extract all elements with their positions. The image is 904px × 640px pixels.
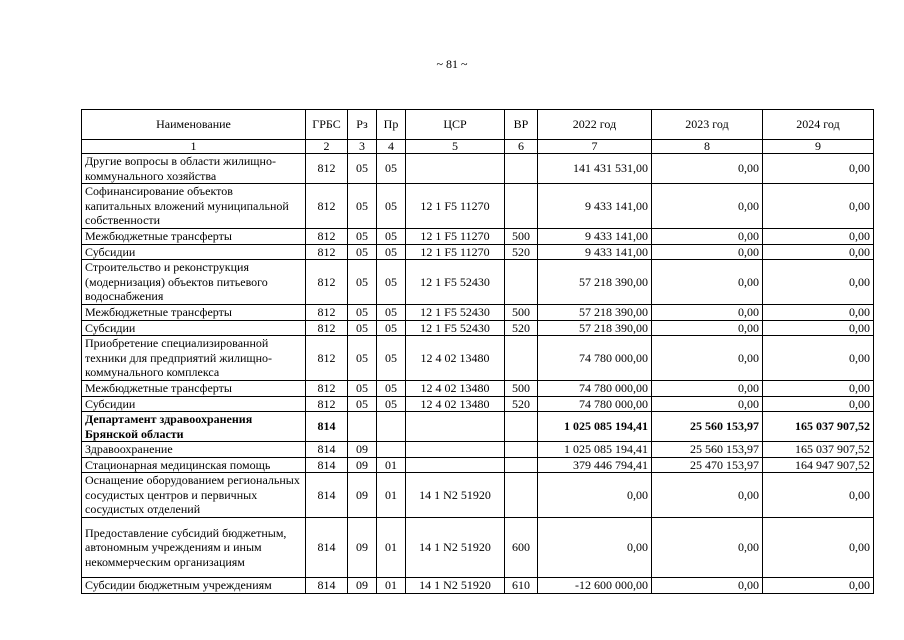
cell-2022: 9 433 141,00 <box>538 184 652 229</box>
cell-pr: 05 <box>377 154 406 184</box>
column-number: 2 <box>306 140 348 154</box>
cell-rz: 05 <box>348 260 377 305</box>
cell-csr: 12 1 F5 52430 <box>406 260 505 305</box>
column-number: 1 <box>82 140 306 154</box>
cell-2022: 9 433 141,00 <box>538 229 652 245</box>
cell-name: Субсидии <box>82 244 306 260</box>
cell-pr: 05 <box>377 336 406 381</box>
cell-csr: 12 1 F5 11270 <box>406 184 505 229</box>
cell-2024: 165 037 907,52 <box>763 412 874 442</box>
cell-2023: 25 560 153,97 <box>652 442 763 458</box>
cell-rz: 05 <box>348 396 377 412</box>
cell-2023: 0,00 <box>652 305 763 321</box>
cell-csr: 14 1 N2 51920 <box>406 578 505 594</box>
cell-vr: 520 <box>505 244 538 260</box>
cell-pr: 01 <box>377 518 406 578</box>
cell-2023: 25 470 153,97 <box>652 457 763 473</box>
cell-vr: 520 <box>505 320 538 336</box>
cell-2024: 0,00 <box>763 396 874 412</box>
column-number: 5 <box>406 140 505 154</box>
cell-vr <box>505 260 538 305</box>
cell-2023: 0,00 <box>652 229 763 245</box>
header-rz: Рз <box>348 110 377 140</box>
cell-2022: 1 025 085 194,41 <box>538 442 652 458</box>
cell-pr <box>377 412 406 442</box>
cell-csr: 12 4 02 13480 <box>406 336 505 381</box>
cell-pr <box>377 442 406 458</box>
table-row-department <box>82 412 874 442</box>
cell-csr: 12 4 02 13480 <box>406 396 505 412</box>
cell-grbs: 814 <box>306 473 348 518</box>
cell-2022: 379 446 794,41 <box>538 457 652 473</box>
cell-name: Предоставление субсидий бюджетным, автономным учреждениям и иным некоммерческим организациям <box>82 518 306 578</box>
cell-pr: 01 <box>377 578 406 594</box>
table-row <box>82 396 874 412</box>
cell-grbs: 812 <box>306 154 348 184</box>
header-csr: ЦСР <box>406 110 505 140</box>
cell-name: Здравоохранение <box>82 442 306 458</box>
cell-vr <box>505 457 538 473</box>
cell-pr: 05 <box>377 229 406 245</box>
table-row <box>82 457 874 473</box>
cell-vr <box>505 442 538 458</box>
cell-rz: 05 <box>348 305 377 321</box>
cell-2024: 0,00 <box>763 260 874 305</box>
header-vr: ВР <box>505 110 538 140</box>
cell-csr: 12 4 02 13480 <box>406 381 505 397</box>
cell-rz: 09 <box>348 442 377 458</box>
cell-rz: 09 <box>348 518 377 578</box>
cell-rz: 05 <box>348 381 377 397</box>
cell-2024: 0,00 <box>763 229 874 245</box>
cell-pr: 05 <box>377 244 406 260</box>
cell-name: Оснащение оборудованием региональных сосудистых центров и первичных сосудистых отделений <box>82 473 306 518</box>
cell-grbs: 812 <box>306 244 348 260</box>
cell-pr: 05 <box>377 260 406 305</box>
cell-name: Другие вопросы в области жилищно-коммунального хозяйства <box>82 154 306 184</box>
cell-csr: 14 1 N2 51920 <box>406 473 505 518</box>
cell-vr <box>505 154 538 184</box>
cell-pr: 05 <box>377 184 406 229</box>
cell-2024: 164 947 907,52 <box>763 457 874 473</box>
cell-2022: 74 780 000,00 <box>538 396 652 412</box>
table-header-row <box>82 110 874 140</box>
cell-2024: 0,00 <box>763 305 874 321</box>
budget-table <box>81 109 874 594</box>
cell-2023: 0,00 <box>652 184 763 229</box>
table-row <box>82 305 874 321</box>
cell-2024: 0,00 <box>763 244 874 260</box>
cell-rz: 05 <box>348 336 377 381</box>
table-row <box>82 154 874 184</box>
cell-name: Межбюджетные трансферты <box>82 305 306 321</box>
header-2023: 2023 год <box>652 110 763 140</box>
cell-2022: 0,00 <box>538 473 652 518</box>
cell-name: Стационарная медицинская помощь <box>82 457 306 473</box>
cell-grbs: 812 <box>306 336 348 381</box>
column-number: 4 <box>377 140 406 154</box>
header-pr: Пр <box>377 110 406 140</box>
cell-2022: 9 433 141,00 <box>538 244 652 260</box>
cell-2024: 0,00 <box>763 381 874 397</box>
cell-name: Межбюджетные трансферты <box>82 229 306 245</box>
cell-grbs: 812 <box>306 381 348 397</box>
cell-2023: 0,00 <box>652 396 763 412</box>
cell-rz: 09 <box>348 457 377 473</box>
header-grbs: ГРБС <box>306 110 348 140</box>
cell-csr <box>406 154 505 184</box>
cell-vr <box>505 336 538 381</box>
cell-name: Департамент здравоохранения Брянской области <box>82 412 306 442</box>
cell-vr <box>505 473 538 518</box>
cell-rz: 05 <box>348 320 377 336</box>
cell-2022: 0,00 <box>538 518 652 578</box>
table-row <box>82 381 874 397</box>
cell-2023: 25 560 153,97 <box>652 412 763 442</box>
page-number: ~ 81 ~ <box>436 57 468 71</box>
table-row <box>82 336 874 381</box>
cell-2024: 0,00 <box>763 336 874 381</box>
cell-2023: 0,00 <box>652 320 763 336</box>
cell-2022: 1 025 085 194,41 <box>538 412 652 442</box>
cell-pr: 05 <box>377 305 406 321</box>
cell-name: Софинансирование объектов капитальных вложений муниципальной собственности <box>82 184 306 229</box>
table-row <box>82 320 874 336</box>
cell-vr: 600 <box>505 518 538 578</box>
cell-2022: -12 600 000,00 <box>538 578 652 594</box>
cell-name: Межбюджетные трансферты <box>82 381 306 397</box>
cell-2024: 0,00 <box>763 154 874 184</box>
cell-2023: 0,00 <box>652 244 763 260</box>
cell-rz: 09 <box>348 578 377 594</box>
cell-2023: 0,00 <box>652 518 763 578</box>
cell-vr: 610 <box>505 578 538 594</box>
cell-pr: 05 <box>377 396 406 412</box>
column-number: 9 <box>763 140 874 154</box>
table-row <box>82 229 874 245</box>
cell-2022: 74 780 000,00 <box>538 336 652 381</box>
cell-grbs: 812 <box>306 184 348 229</box>
cell-vr <box>505 184 538 229</box>
cell-2023: 0,00 <box>652 260 763 305</box>
cell-pr: 01 <box>377 473 406 518</box>
column-number: 3 <box>348 140 377 154</box>
cell-rz: 05 <box>348 184 377 229</box>
cell-vr: 500 <box>505 381 538 397</box>
cell-2023: 0,00 <box>652 336 763 381</box>
cell-2024: 0,00 <box>763 473 874 518</box>
cell-2022: 57 218 390,00 <box>538 305 652 321</box>
cell-csr: 12 1 F5 52430 <box>406 305 505 321</box>
cell-2024: 0,00 <box>763 320 874 336</box>
cell-grbs: 814 <box>306 518 348 578</box>
cell-2024: 0,00 <box>763 518 874 578</box>
cell-csr: 14 1 N2 51920 <box>406 518 505 578</box>
cell-rz: 05 <box>348 244 377 260</box>
table-row <box>82 578 874 594</box>
cell-csr: 12 1 F5 11270 <box>406 244 505 260</box>
cell-name: Строительство и реконструкция (модернизация) объектов питьевого водоснабжения <box>82 260 306 305</box>
cell-vr: 520 <box>505 396 538 412</box>
table-row <box>82 244 874 260</box>
cell-2022: 57 218 390,00 <box>538 260 652 305</box>
cell-grbs: 814 <box>306 457 348 473</box>
cell-csr <box>406 442 505 458</box>
cell-2022: 57 218 390,00 <box>538 320 652 336</box>
table-row <box>82 518 874 578</box>
cell-vr: 500 <box>505 229 538 245</box>
cell-csr <box>406 457 505 473</box>
cell-vr <box>505 412 538 442</box>
table-row <box>82 260 874 305</box>
cell-grbs: 812 <box>306 260 348 305</box>
column-number: 7 <box>538 140 652 154</box>
cell-grbs: 812 <box>306 320 348 336</box>
header-2022: 2022 год <box>538 110 652 140</box>
cell-2022: 141 431 531,00 <box>538 154 652 184</box>
cell-vr: 500 <box>505 305 538 321</box>
cell-2023: 0,00 <box>652 154 763 184</box>
cell-rz: 05 <box>348 154 377 184</box>
cell-2024: 0,00 <box>763 578 874 594</box>
cell-rz: 05 <box>348 229 377 245</box>
cell-pr: 05 <box>377 320 406 336</box>
column-number: 8 <box>652 140 763 154</box>
header-2024: 2024 год <box>763 110 874 140</box>
cell-name: Субсидии бюджетным учреждениям <box>82 578 306 594</box>
cell-2024: 0,00 <box>763 184 874 229</box>
cell-csr: 12 1 F5 52430 <box>406 320 505 336</box>
cell-name: Приобретение специализированной техники для предприятий жилищно-коммунального комплекса <box>82 336 306 381</box>
cell-grbs: 812 <box>306 305 348 321</box>
cell-2022: 74 780 000,00 <box>538 381 652 397</box>
cell-name: Субсидии <box>82 396 306 412</box>
column-number-row <box>82 140 874 154</box>
cell-pr: 05 <box>377 381 406 397</box>
cell-name: Субсидии <box>82 320 306 336</box>
cell-grbs: 814 <box>306 412 348 442</box>
table-row <box>82 184 874 229</box>
table-row <box>82 442 874 458</box>
cell-csr <box>406 412 505 442</box>
cell-rz: 09 <box>348 473 377 518</box>
cell-grbs: 812 <box>306 396 348 412</box>
cell-2023: 0,00 <box>652 473 763 518</box>
cell-grbs: 814 <box>306 442 348 458</box>
cell-grbs: 812 <box>306 229 348 245</box>
column-number: 6 <box>505 140 538 154</box>
cell-csr: 12 1 F5 11270 <box>406 229 505 245</box>
cell-rz <box>348 412 377 442</box>
cell-2024: 165 037 907,52 <box>763 442 874 458</box>
cell-pr: 01 <box>377 457 406 473</box>
header-name: Наименование <box>82 110 306 140</box>
cell-2023: 0,00 <box>652 578 763 594</box>
cell-2023: 0,00 <box>652 381 763 397</box>
cell-grbs: 814 <box>306 578 348 594</box>
table-row <box>82 473 874 518</box>
